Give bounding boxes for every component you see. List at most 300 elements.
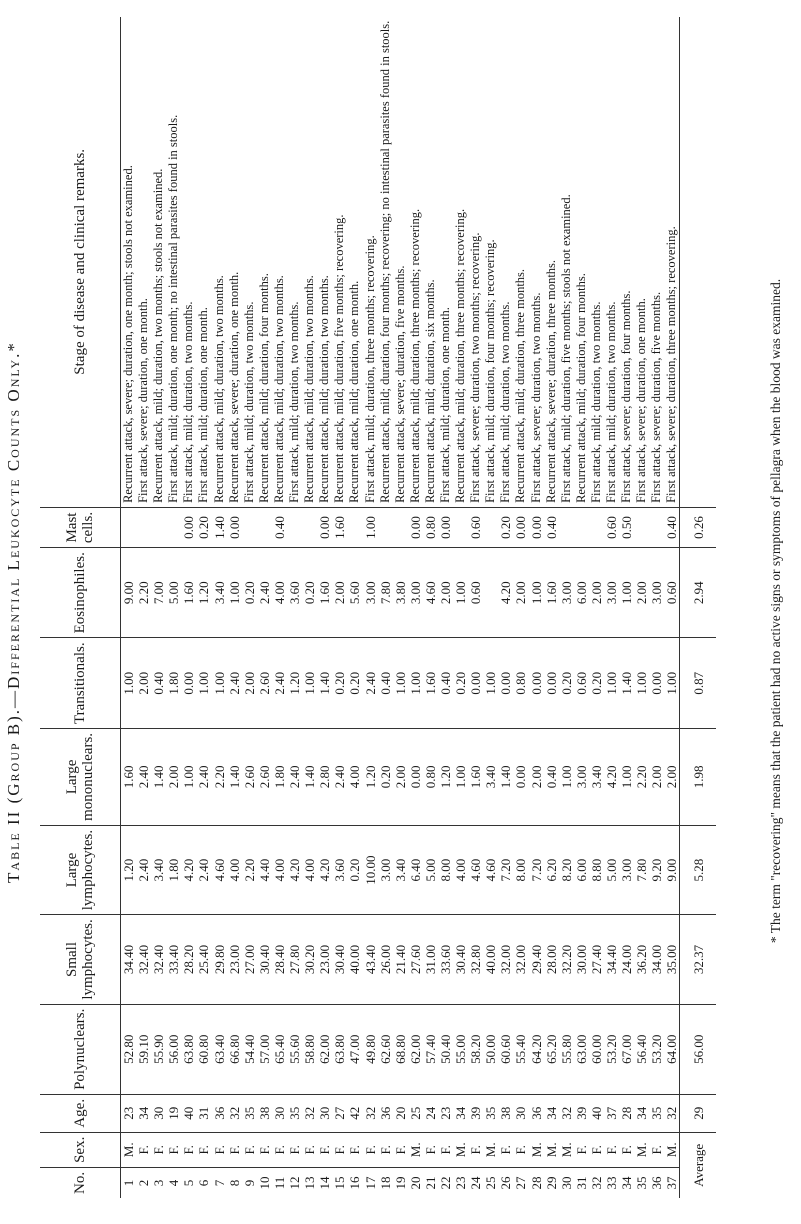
cell-no: 29 — [543, 1176, 559, 1190]
cell-sex: F. — [574, 1132, 589, 1167]
cell-remark: First attack, mild; duration, two months. — [242, 17, 257, 508]
cell-eosinophiles: 3.80 — [393, 548, 408, 638]
cell-remark: Recurrent attack, mild; duration, one month. — [347, 17, 362, 508]
cell-large-lymphocytes: 5.00 — [423, 825, 438, 914]
cell-mast-cells: 0.00 — [408, 507, 423, 547]
cell-small-lymphocytes: 29.80 — [212, 915, 227, 1004]
cell-large-mononuclears: 1.20 — [363, 728, 378, 825]
cell-polynuclears: 50.00 — [483, 1004, 498, 1094]
cell-no: 3 — [151, 1179, 167, 1187]
table-row — [423, 17, 438, 1198]
cell-transitionals: 1.00 — [408, 638, 423, 729]
cell-age: 39 — [468, 1094, 483, 1132]
cell-age: 32 — [559, 1094, 574, 1132]
cell-sex: M. — [529, 1132, 544, 1167]
cell-mast-cells: 0.00 — [529, 507, 544, 547]
cell-no: 16 — [347, 1176, 363, 1190]
cell-transitionals: 1.00 — [393, 638, 408, 729]
cell-transitionals: 0.60 — [574, 638, 589, 729]
cell-polynuclears: 68.80 — [393, 1004, 408, 1094]
cell-no: 5 — [181, 1179, 197, 1187]
cell-polynuclears: 56.40 — [634, 1004, 649, 1094]
cell-polynuclears: 60.80 — [196, 1004, 211, 1094]
cell-transitionals: 0.00 — [649, 638, 664, 729]
cell-no: 27 — [513, 1176, 529, 1190]
cell-large-mononuclears: 2.20 — [634, 728, 649, 825]
cell-transitionals: 2.40 — [272, 638, 287, 729]
cell-large-lymphocytes: 3.00 — [378, 825, 393, 914]
cell-large-lymphocytes: 6.40 — [408, 825, 423, 914]
footnote: * The term "recovering" means that the patient had no active signs or symptoms of pellagra when the blood was examined. — [768, 278, 783, 944]
cell-eosinophiles: 5.60 — [347, 548, 362, 638]
cell-mast-cells — [347, 507, 362, 547]
table-row — [468, 17, 483, 1198]
table-row — [196, 17, 211, 1198]
cell-large-lymphocytes: 4.20 — [317, 825, 332, 914]
cell-no: 37 — [664, 1176, 680, 1190]
cell-no: 2 — [136, 1179, 152, 1187]
table-row — [121, 17, 137, 1198]
cell-polynuclears: 54.40 — [242, 1004, 257, 1094]
cell-polynuclears: 57.00 — [257, 1004, 272, 1094]
cell-small-lymphocytes: 30.40 — [332, 915, 347, 1004]
cell-eosinophiles: 0.60 — [664, 548, 680, 638]
cell-remark: First attack, mild; duration, two months. — [287, 17, 302, 508]
cell-small-lymphocytes: 26.00 — [378, 915, 393, 1004]
cell-large-lymphocytes: 4.00 — [227, 825, 242, 914]
cell-large-lymphocytes: 3.60 — [332, 825, 347, 914]
cell-small-lymphocytes: 30.20 — [302, 915, 317, 1004]
average-polynuclears: 56.00 — [680, 1004, 717, 1094]
cell-remark: First attack, mild; duration, five months; stools not examined. — [559, 17, 574, 508]
cell-sex: F. — [423, 1132, 438, 1167]
cell-large-mononuclears: 2.40 — [287, 728, 302, 825]
col-sex: Sex. — [40, 1132, 121, 1167]
cell-transitionals: 2.00 — [136, 638, 151, 729]
cell-age: 23 — [121, 1094, 137, 1132]
cell-large-lymphocytes: 7.20 — [498, 825, 513, 914]
cell-age: 34 — [634, 1094, 649, 1132]
cell-small-lymphocytes: 35.00 — [664, 915, 680, 1004]
cell-large-lymphocytes: 6.20 — [544, 825, 559, 914]
table-row — [574, 17, 589, 1198]
cell-mast-cells — [166, 507, 181, 547]
cell-age: 27 — [332, 1094, 347, 1132]
cell-eosinophiles: 1.00 — [227, 548, 242, 638]
cell-mast-cells — [589, 507, 604, 547]
cell-no: 22 — [437, 1176, 453, 1190]
cell-no: 15 — [332, 1176, 348, 1190]
cell-polynuclears: 55.80 — [559, 1004, 574, 1094]
cell-polynuclears: 53.20 — [604, 1004, 619, 1094]
cell-no: 32 — [588, 1176, 604, 1190]
cell-age: 28 — [619, 1094, 634, 1132]
cell-eosinophiles: 3.00 — [559, 548, 574, 638]
cell-remark: First attack, severe; duration, two months. — [529, 17, 544, 508]
col-large-lymphocytes: Large lymphocytes. — [40, 825, 121, 914]
cell-large-mononuclears: 1.60 — [121, 728, 137, 825]
cell-small-lymphocytes: 23.00 — [317, 915, 332, 1004]
cell-polynuclears: 47.00 — [347, 1004, 362, 1094]
cell-age: 19 — [166, 1094, 181, 1132]
cell-transitionals: 0.40 — [151, 638, 166, 729]
cell-mast-cells — [453, 507, 468, 547]
cell-small-lymphocytes: 43.40 — [363, 915, 378, 1004]
cell-sex: M. — [559, 1132, 574, 1167]
table-row — [166, 17, 181, 1198]
cell-age: 35 — [483, 1094, 498, 1132]
cell-large-lymphocytes: 1.20 — [121, 825, 137, 914]
cell-remark: First attack, mild; duration, four months; recovering. — [483, 17, 498, 508]
average-row — [680, 17, 717, 1198]
cell-eosinophiles: 3.40 — [212, 548, 227, 638]
table-row — [363, 17, 378, 1198]
cell-polynuclears: 49.80 — [363, 1004, 378, 1094]
cell-sex: F. — [181, 1132, 196, 1167]
cell-eosinophiles: 1.20 — [196, 548, 211, 638]
cell-remark: First attack, severe; duration, one month. — [634, 17, 649, 508]
cell-large-mononuclears: 1.00 — [453, 728, 468, 825]
cell-remark: First attack, mild; duration, two months. — [604, 17, 619, 508]
cell-remark: Recurrent attack, mild; duration, three months; recovering. — [453, 17, 468, 508]
cell-sex: F. — [513, 1132, 528, 1167]
cell-eosinophiles: 0.20 — [242, 548, 257, 638]
cell-mast-cells: 0.00 — [227, 507, 242, 547]
table-row — [529, 17, 544, 1198]
average-remarks — [680, 17, 717, 508]
cell-sex: M. — [634, 1132, 649, 1167]
cell-large-mononuclears: 1.40 — [498, 728, 513, 825]
cell-no: 30 — [558, 1176, 574, 1190]
cell-transitionals: 1.60 — [423, 638, 438, 729]
table-row — [378, 17, 393, 1198]
cell-sex: F. — [438, 1132, 453, 1167]
cell-age: 25 — [408, 1094, 423, 1132]
cell-age: 35 — [649, 1094, 664, 1132]
cell-transitionals: 2.00 — [242, 638, 257, 729]
cell-mast-cells: 0.20 — [498, 507, 513, 547]
cell-polynuclears: 63.80 — [181, 1004, 196, 1094]
cell-eosinophiles: 1.00 — [529, 548, 544, 638]
cell-sex: F. — [378, 1132, 393, 1167]
average-eosinophiles: 2.94 — [680, 548, 717, 638]
table-body — [121, 17, 680, 1198]
average-large-mononuclears: 1.98 — [680, 728, 717, 825]
cell-polynuclears: 64.20 — [529, 1004, 544, 1094]
table-row — [212, 17, 227, 1198]
cell-age: 20 — [393, 1094, 408, 1132]
cell-no: 26 — [498, 1176, 514, 1190]
cell-sex: F. — [257, 1132, 272, 1167]
cell-sex: F. — [272, 1132, 287, 1167]
cell-no: 13 — [302, 1176, 318, 1190]
cell-large-lymphocytes: 4.00 — [453, 825, 468, 914]
cell-remark: First attack, mild; duration, three months; recovering. — [363, 17, 378, 508]
cell-small-lymphocytes: 32.80 — [468, 915, 483, 1004]
cell-large-mononuclears: 0.00 — [513, 728, 528, 825]
cell-polynuclears: 66.80 — [227, 1004, 242, 1094]
cell-polynuclears: 58.80 — [302, 1004, 317, 1094]
cell-no: 35 — [634, 1176, 650, 1190]
cell-remark: Recurrent attack, severe; duration, one month. — [227, 17, 242, 508]
cell-no: 6 — [196, 1179, 212, 1187]
cell-remark: Recurrent attack, mild; duration, two months. — [212, 17, 227, 508]
table-row — [483, 17, 498, 1198]
cell-mast-cells — [136, 507, 151, 547]
cell-mast-cells: 1.60 — [332, 507, 347, 547]
cell-age: 32 — [302, 1094, 317, 1132]
cell-transitionals: 1.40 — [619, 638, 634, 729]
cell-eosinophiles: 2.40 — [257, 548, 272, 638]
cell-large-lymphocytes: 3.40 — [151, 825, 166, 914]
table-row — [498, 17, 513, 1198]
cell-remark: Recurrent attack, mild; duration, three months. — [513, 17, 528, 508]
cell-small-lymphocytes: 40.00 — [347, 915, 362, 1004]
cell-sex: M. — [408, 1132, 423, 1167]
cell-transitionals: 0.00 — [529, 638, 544, 729]
cell-no: 1 — [121, 1179, 136, 1187]
cell-polynuclears: 60.60 — [498, 1004, 513, 1094]
cell-mast-cells — [378, 507, 393, 547]
cell-eosinophiles: 1.60 — [544, 548, 559, 638]
cell-large-mononuclears: 2.80 — [317, 728, 332, 825]
cell-polynuclears: 67.00 — [619, 1004, 634, 1094]
cell-mast-cells: 0.60 — [604, 507, 619, 547]
table-row — [664, 17, 680, 1198]
cell-polynuclears: 57.40 — [423, 1004, 438, 1094]
cell-mast-cells — [242, 507, 257, 547]
cell-eosinophiles — [483, 548, 498, 638]
cell-transitionals: 1.00 — [604, 638, 619, 729]
cell-remark: Recurrent attack, mild; duration, four months. — [574, 17, 589, 508]
cell-polynuclears: 63.00 — [574, 1004, 589, 1094]
cell-mast-cells — [649, 507, 664, 547]
cell-large-mononuclears: 1.00 — [559, 728, 574, 825]
cell-transitionals: 1.00 — [483, 638, 498, 729]
cell-small-lymphocytes: 32.00 — [513, 915, 528, 1004]
cell-mast-cells — [287, 507, 302, 547]
cell-eosinophiles: 2.00 — [332, 548, 347, 638]
cell-remark: Recurrent attack, severe; duration, one month; stools not examined. — [121, 17, 137, 508]
cell-sex: M. — [121, 1132, 137, 1167]
cell-transitionals: 2.40 — [227, 638, 242, 729]
table-row — [589, 17, 604, 1198]
cell-polynuclears: 55.40 — [513, 1004, 528, 1094]
cell-age: 31 — [196, 1094, 211, 1132]
cell-polynuclears: 55.00 — [453, 1004, 468, 1094]
cell-age: 40 — [589, 1094, 604, 1132]
cell-age: 36 — [212, 1094, 227, 1132]
cell-large-mononuclears: 2.40 — [196, 728, 211, 825]
cell-no: 23 — [453, 1176, 469, 1190]
table-row — [604, 17, 619, 1198]
cell-large-mononuclears: 0.40 — [544, 728, 559, 825]
cell-transitionals: 0.40 — [438, 638, 453, 729]
table-row — [393, 17, 408, 1198]
cell-large-lymphocytes: 2.20 — [242, 825, 257, 914]
cell-eosinophiles: 2.00 — [634, 548, 649, 638]
cell-mast-cells: 0.50 — [619, 507, 634, 547]
cell-remark: Recurrent attack, mild; duration, four months; recovering; no intestinal parasites found in stools. — [378, 17, 393, 508]
cell-polynuclears: 62.00 — [317, 1004, 332, 1094]
cell-large-lymphocytes: 4.40 — [257, 825, 272, 914]
cell-age: 42 — [347, 1094, 362, 1132]
cell-no: 28 — [528, 1176, 544, 1190]
cell-large-mononuclears: 0.00 — [408, 728, 423, 825]
cell-eosinophiles: 5.00 — [166, 548, 181, 638]
col-eosinophiles: Eosinophiles. — [40, 548, 121, 638]
cell-remark: Recurrent attack, mild; duration, two months. — [302, 17, 317, 508]
cell-small-lymphocytes: 31.00 — [423, 915, 438, 1004]
cell-transitionals: 1.00 — [634, 638, 649, 729]
cell-eosinophiles: 1.60 — [181, 548, 196, 638]
table-row — [513, 17, 528, 1198]
cell-remark: Recurrent attack, severe; duration, three months. — [544, 17, 559, 508]
cell-sex: F. — [393, 1132, 408, 1167]
cell-polynuclears: 63.40 — [212, 1004, 227, 1094]
col-stage-remarks: Stage of disease and clinical remarks. — [40, 17, 121, 508]
cell-small-lymphocytes: 33.60 — [438, 915, 453, 1004]
cell-transitionals: 0.00 — [468, 638, 483, 729]
cell-large-lymphocytes: 2.40 — [136, 825, 151, 914]
cell-transitionals: 0.20 — [332, 638, 347, 729]
cell-eosinophiles: 4.00 — [272, 548, 287, 638]
cell-transitionals: 0.00 — [181, 638, 196, 729]
cell-age: 34 — [453, 1094, 468, 1132]
col-mast-cells: Mast cells. — [40, 507, 121, 547]
cell-remark: Recurrent attack, severe; duration, five months. — [393, 17, 408, 508]
cell-polynuclears: 50.40 — [438, 1004, 453, 1094]
cell-mast-cells — [483, 507, 498, 547]
cell-sex: F. — [317, 1132, 332, 1167]
cell-no: 18 — [377, 1176, 393, 1190]
cell-age: 36 — [378, 1094, 393, 1132]
cell-transitionals: 1.20 — [287, 638, 302, 729]
cell-large-mononuclears: 2.00 — [166, 728, 181, 825]
cell-large-mononuclears: 1.60 — [468, 728, 483, 825]
cell-small-lymphocytes: 27.80 — [287, 915, 302, 1004]
cell-mast-cells — [151, 507, 166, 547]
cell-sex: F. — [196, 1132, 211, 1167]
cell-mast-cells: 0.00 — [438, 507, 453, 547]
cell-small-lymphocytes: 30.40 — [453, 915, 468, 1004]
cell-sex: M. — [453, 1132, 468, 1167]
cell-mast-cells: 0.00 — [181, 507, 196, 547]
cell-no: 36 — [649, 1176, 665, 1190]
cell-large-mononuclears: 4.00 — [347, 728, 362, 825]
cell-no: 21 — [422, 1176, 438, 1190]
cell-large-mononuclears: 0.80 — [423, 728, 438, 825]
cell-large-mononuclears: 3.40 — [589, 728, 604, 825]
cell-no: 10 — [256, 1176, 272, 1190]
cell-small-lymphocytes: 34.40 — [121, 915, 137, 1004]
cell-age: 34 — [544, 1094, 559, 1132]
cell-large-lymphocytes: 1.80 — [166, 825, 181, 914]
cell-no: 34 — [619, 1176, 635, 1190]
cell-large-mononuclears: 2.00 — [529, 728, 544, 825]
cell-age: 30 — [513, 1094, 528, 1132]
cell-large-lymphocytes: 2.40 — [196, 825, 211, 914]
cell-remark: First attack, mild; duration, two months. — [181, 17, 196, 508]
table-row — [227, 17, 242, 1198]
cell-sex: F. — [604, 1132, 619, 1167]
cell-eosinophiles: 0.60 — [468, 548, 483, 638]
cell-sex: F. — [468, 1132, 483, 1167]
cell-eosinophiles: 2.00 — [438, 548, 453, 638]
table-row — [634, 17, 649, 1198]
cell-eosinophiles: 4.20 — [498, 548, 513, 638]
table-title: Table II (Group B).—Differential Leukocyte Counts Only.* — [4, 341, 23, 883]
cell-remark: Recurrent attack, mild; duration, two months. — [272, 17, 287, 508]
cell-no: 11 — [271, 1176, 287, 1190]
cell-large-lymphocytes: 6.00 — [574, 825, 589, 914]
cell-large-lymphocytes: 7.20 — [529, 825, 544, 914]
cell-transitionals: 2.40 — [363, 638, 378, 729]
cell-transitionals: 0.20 — [347, 638, 362, 729]
cell-mast-cells — [302, 507, 317, 547]
cell-small-lymphocytes: 24.00 — [619, 915, 634, 1004]
cell-large-mononuclears: 1.40 — [151, 728, 166, 825]
header-row — [40, 17, 121, 1198]
cell-polynuclears: 65.40 — [272, 1004, 287, 1094]
average-large-lymphocytes: 5.28 — [680, 825, 717, 914]
cell-no: 12 — [287, 1176, 303, 1190]
cell-transitionals: 1.00 — [196, 638, 211, 729]
cell-polynuclears: 60.00 — [589, 1004, 604, 1094]
cell-sex: F. — [498, 1132, 513, 1167]
cell-age: 30 — [272, 1094, 287, 1132]
cell-transitionals: 1.00 — [212, 638, 227, 729]
cell-transitionals: 1.00 — [664, 638, 680, 729]
cell-remark: First attack, mild; duration, two months. — [589, 17, 604, 508]
cell-large-mononuclears: 1.00 — [619, 728, 634, 825]
cell-remark: Recurrent attack, mild; duration, five months; recovering. — [332, 17, 347, 508]
cell-large-lymphocytes: 0.20 — [347, 825, 362, 914]
cell-mast-cells — [634, 507, 649, 547]
cell-sex: M. — [544, 1132, 559, 1167]
cell-remark: First attack, severe; duration, one month. — [136, 17, 151, 508]
cell-small-lymphocytes: 32.40 — [136, 915, 151, 1004]
cell-small-lymphocytes: 40.00 — [483, 915, 498, 1004]
cell-large-mononuclears: 2.00 — [393, 728, 408, 825]
cell-mast-cells: 1.40 — [212, 507, 227, 547]
cell-eosinophiles: 7.80 — [378, 548, 393, 638]
cell-no: 4 — [166, 1179, 182, 1187]
table-row — [181, 17, 196, 1198]
cell-mast-cells: 0.20 — [196, 507, 211, 547]
cell-age: 38 — [257, 1094, 272, 1132]
table-row — [272, 17, 287, 1198]
cell-mast-cells — [574, 507, 589, 547]
cell-polynuclears: 53.20 — [649, 1004, 664, 1094]
cell-sex: M. — [664, 1132, 680, 1167]
table-row — [332, 17, 347, 1198]
table-row — [242, 17, 257, 1198]
cell-transitionals: 0.40 — [378, 638, 393, 729]
cell-no: 8 — [226, 1179, 242, 1187]
cell-mast-cells: 0.40 — [664, 507, 680, 547]
cell-eosinophiles: 2.20 — [136, 548, 151, 638]
cell-age: 34 — [136, 1094, 151, 1132]
cell-sex: F. — [589, 1132, 604, 1167]
cell-large-mononuclears: 1.00 — [181, 728, 196, 825]
cell-large-mononuclears: 2.00 — [649, 728, 664, 825]
cell-no: 20 — [407, 1176, 423, 1190]
cell-age: 35 — [287, 1094, 302, 1132]
cell-eosinophiles: 2.00 — [589, 548, 604, 638]
cell-transitionals: 0.20 — [589, 638, 604, 729]
table-row — [136, 17, 151, 1198]
